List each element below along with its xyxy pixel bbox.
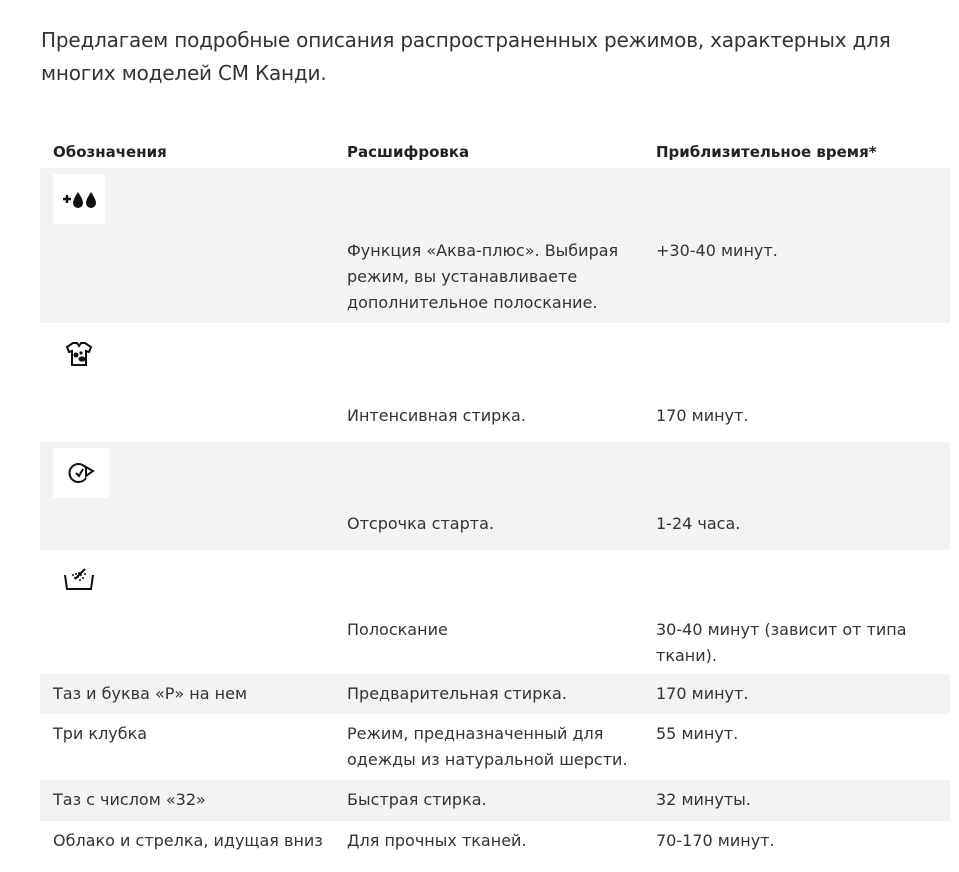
delay-start-icon (53, 448, 109, 498)
row-meaning: Функция «Аква-плюс». Выбирая режим, вы устанавливаете дополнительное полоскание. (347, 241, 619, 312)
aqua-plus-icon (53, 174, 105, 224)
row-meaning: Режим, предназначенный для одежды из натуральной шерсти. (347, 724, 628, 769)
table-row (40, 780, 950, 821)
table-row (40, 323, 950, 442)
table-row (40, 821, 950, 866)
row-time: 70-170 минут. (656, 831, 775, 850)
row-symbol: Три клубка (53, 724, 148, 743)
row-meaning: Предварительная стирка. (347, 684, 567, 703)
table-row (40, 442, 950, 550)
row-meaning: Быстрая стирка. (347, 790, 487, 809)
row-time: 55 минут. (656, 724, 739, 743)
row-meaning: Интенсивная стирка. (347, 406, 526, 425)
table-header-row (40, 131, 950, 168)
modes-table (40, 131, 950, 866)
rinse-icon (53, 554, 105, 604)
table-row (40, 168, 950, 323)
row-time: 170 минут. (656, 406, 749, 425)
header-time: Приблизительное время* (656, 143, 877, 161)
row-symbol: Таз и буква «Р» на нем (53, 684, 248, 703)
header-symbol: Обозначения (53, 143, 167, 161)
intro-paragraph: Предлагаем подробные описания распространенных режимов, характерных для многих моделей СМ Канди. (41, 28, 891, 85)
row-time: 30-40 минут (зависит от типа ткани). (656, 620, 907, 665)
row-symbol: Таз с числом «32» (53, 790, 206, 809)
row-time: 170 минут. (656, 684, 749, 703)
row-meaning: Полоскание (347, 620, 448, 639)
row-meaning: Для прочных тканей. (347, 831, 527, 850)
row-time: 1-24 часа. (656, 514, 741, 533)
table-row (40, 674, 950, 714)
row-symbol: Облако и стрелка, идущая вниз (53, 831, 323, 850)
header-meaning: Расшифровка (347, 143, 470, 161)
row-time: 32 минуты. (656, 790, 751, 809)
table-row (40, 714, 950, 780)
row-time: +30-40 минут. (656, 241, 778, 260)
intensive-wash-icon (53, 329, 105, 379)
table-row (40, 550, 950, 674)
row-meaning: Отсрочка старта. (347, 514, 494, 533)
